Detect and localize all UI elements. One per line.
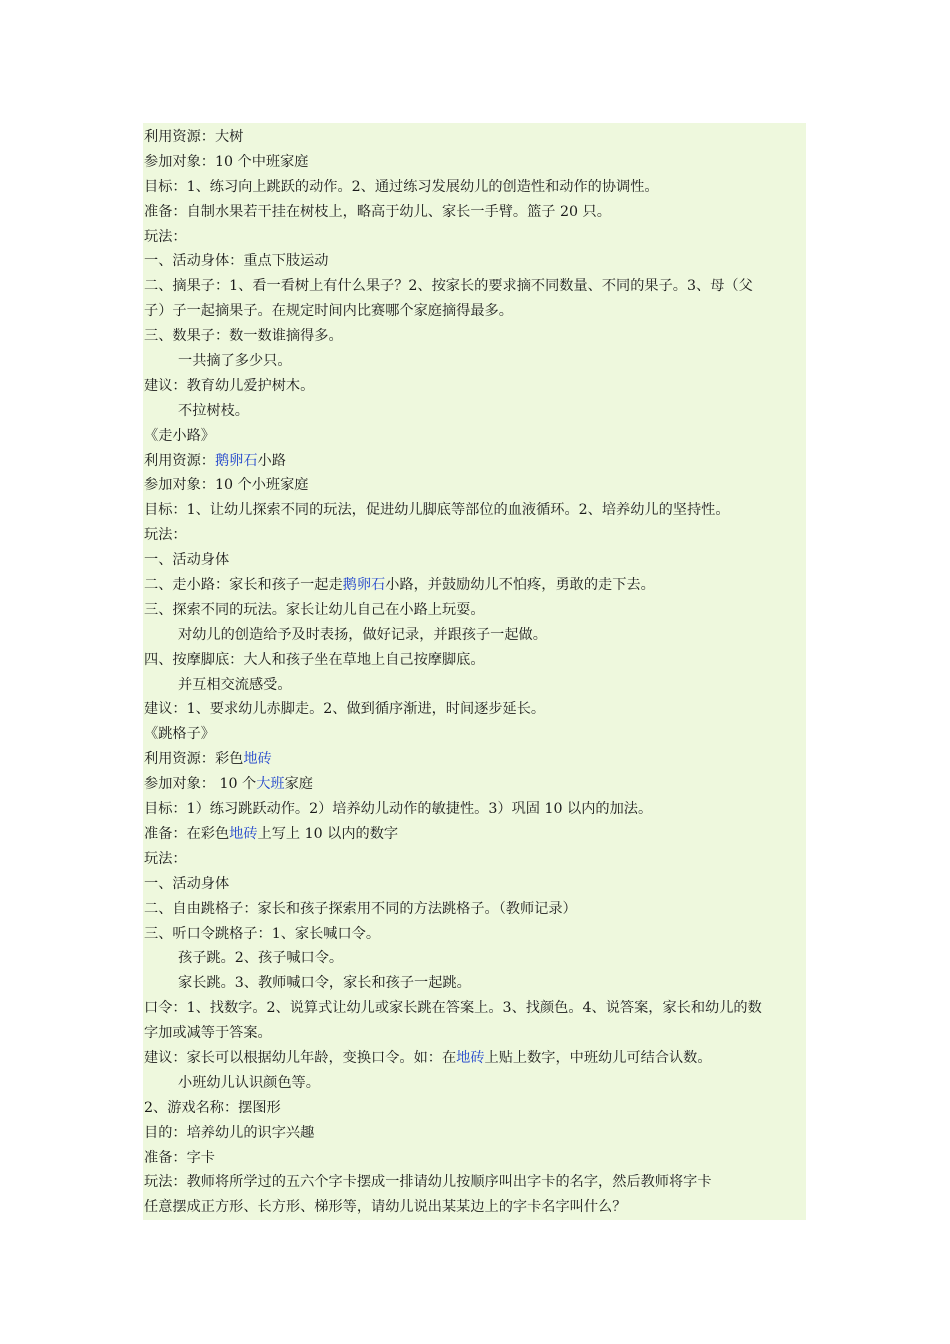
hyperlink[interactable]: 大班 <box>256 776 285 793</box>
text-segment: 《走小路》 <box>144 427 215 444</box>
text-segment: 三、数果子：数一数谁摘得多。 <box>144 328 343 345</box>
text-line <box>143 673 806 698</box>
text-line <box>143 1170 806 1195</box>
text-line <box>143 299 806 324</box>
text-segment: 参加对象：10 个小班家庭 <box>144 477 309 494</box>
text-segment: 利用资源：大树 <box>144 129 244 145</box>
text-line <box>143 1195 806 1220</box>
text-segment: 目标：1、让幼儿探索不同的玩法，促进幼儿脚底等部位的血液循环。2、培养幼儿的坚持性。 <box>144 502 730 519</box>
text-line <box>143 722 806 747</box>
text-line <box>143 175 806 200</box>
text-segment: 《跳格子》 <box>144 726 215 743</box>
text-line <box>143 374 806 399</box>
text-line <box>143 697 806 722</box>
text-segment: 子）子一起摘果子。在规定时间内比赛哪个家庭摘得最多。 <box>144 303 513 320</box>
text-segment: 二、摘果子：1、看一看树上有什么果子？2、按家长的要求摘不同数量、不同的果子。3、母（父 <box>144 278 753 295</box>
text-line <box>143 349 806 374</box>
text-line <box>143 449 806 474</box>
text-segment: 利用资源： <box>144 452 215 469</box>
text-line <box>143 399 806 424</box>
text-segment: 三、探索不同的玩法。家长让幼儿自己在小路上玩耍。 <box>144 601 485 618</box>
text-segment: 对幼儿的创造给予及时表扬，做好记录，并跟孩子一起做。 <box>178 626 547 643</box>
text-line <box>143 1096 806 1121</box>
text-line <box>143 822 806 847</box>
text-segment: 小路 <box>257 452 286 469</box>
text-segment: 建议：教育幼儿爱护树木。 <box>144 377 315 394</box>
text-line <box>143 473 806 498</box>
text-segment: 二、自由跳格子：家长和孩子探索用不同的方法跳格子。（教师记录） <box>144 900 577 917</box>
text-line <box>143 324 806 349</box>
text-line <box>143 623 806 648</box>
text-segment: 一、活动身体 <box>144 552 230 569</box>
document-content <box>143 123 806 1220</box>
text-segment: 2、游戏名称：摆图形 <box>144 1099 281 1116</box>
text-segment: 建议：1、要求幼儿赤脚走。2、做到循序渐进，时间逐步延长。 <box>144 701 546 718</box>
hyperlink[interactable]: 地砖 <box>243 751 272 768</box>
text-line <box>143 249 806 274</box>
text-line <box>143 772 806 797</box>
text-segment: 准备：在彩色 <box>144 825 230 842</box>
hyperlink[interactable]: 地砖 <box>456 1049 485 1066</box>
text-segment: 参加对象： 10 个 <box>144 776 257 793</box>
text-line <box>143 200 806 225</box>
text-segment: 一、活动身体 <box>144 875 230 892</box>
text-segment: 并互相交流感受。 <box>178 676 292 693</box>
text-line <box>143 648 806 673</box>
text-segment: 不拉树枝。 <box>178 402 249 419</box>
text-segment: 三、听口令跳格子：1、家长喊口令。 <box>144 925 381 942</box>
text-line <box>143 125 806 150</box>
text-line <box>143 1046 806 1071</box>
hyperlink[interactable]: 鹅卵石 <box>342 577 386 594</box>
text-segment: 建议：家长可以根据幼儿年龄，变换口令。如：在 <box>144 1049 457 1066</box>
text-segment: 玩法： <box>144 850 187 867</box>
text-line <box>143 548 806 573</box>
text-segment: 口令：1、找数字。2、说算式让幼儿或家长跳在答案上。3、找颜色。4、说答案，家长和幼儿的数 <box>144 1000 762 1017</box>
text-segment: 目标：1、练习向上跳跃的动作。2、通过练习发展幼儿的创造性和动作的协调性。 <box>144 178 659 195</box>
text-segment: 玩法： <box>144 228 187 245</box>
text-line <box>143 1021 806 1046</box>
text-segment: 二、走小路：家长和孩子一起走 <box>144 577 343 594</box>
text-segment: 利用资源：彩色 <box>144 751 244 768</box>
text-line <box>143 946 806 971</box>
text-segment: 上写上 10 以内的数字 <box>257 825 399 842</box>
text-segment: 家长跳。3、教师喊口令，家长和孩子一起跳。 <box>178 975 471 992</box>
text-segment: 家庭 <box>284 776 313 793</box>
text-line <box>143 598 806 623</box>
text-line <box>143 897 806 922</box>
text-line <box>143 150 806 175</box>
text-segment: 上贴上数字，中班幼儿可结合认数。 <box>484 1049 712 1066</box>
text-segment: 任意摆成正方形、长方形、梯形等，请幼儿说出某某边上的字卡名字叫什么？ <box>144 1199 627 1216</box>
text-segment: 一共摘了多少只。 <box>178 353 292 370</box>
text-segment: 小路，并鼓励幼儿不怕疼，勇敢的走下去。 <box>385 577 655 594</box>
text-line <box>143 797 806 822</box>
text-segment: 参加对象：10 个中班家庭 <box>144 153 309 170</box>
text-line <box>143 225 806 250</box>
text-line <box>143 274 806 299</box>
text-line <box>143 971 806 996</box>
text-line <box>143 523 806 548</box>
text-segment: 孩子跳。2、孩子喊口令。 <box>178 950 344 967</box>
text-line <box>143 747 806 772</box>
text-line <box>143 1146 806 1171</box>
text-line <box>143 1121 806 1146</box>
text-line <box>143 573 806 598</box>
text-line <box>143 847 806 872</box>
text-line <box>143 1071 806 1096</box>
text-segment: 小班幼儿认识颜色等。 <box>178 1074 320 1091</box>
text-segment: 玩法： <box>144 527 187 544</box>
text-segment: 准备：字卡 <box>144 1149 215 1166</box>
text-line <box>143 424 806 449</box>
text-segment: 一、活动身体：重点下肢运动 <box>144 253 329 270</box>
text-segment: 准备：自制水果若干挂在树枝上，略高于幼儿、家长一手臂。篮子 20 只。 <box>144 203 611 220</box>
text-segment: 目标：1）练习跳跃动作。2）培养幼儿动作的敏捷性。3）巩固 10 以内的加法。 <box>144 801 653 818</box>
hyperlink[interactable]: 地砖 <box>229 825 258 842</box>
text-line <box>143 922 806 947</box>
text-line <box>143 872 806 897</box>
text-segment: 四、按摩脚底：大人和孩子坐在草地上自己按摩脚底。 <box>144 651 485 668</box>
text-segment: 字加或减等于答案。 <box>144 1025 272 1042</box>
text-line <box>143 498 806 523</box>
text-line <box>143 996 806 1021</box>
text-segment: 目的：培养幼儿的识字兴趣 <box>144 1124 315 1141</box>
hyperlink[interactable]: 鹅卵石 <box>214 452 258 469</box>
text-segment: 玩法：教师将所学过的五六个字卡摆成一排请幼儿按顺序叫出字卡的名字，然后教师将字卡 <box>144 1174 712 1191</box>
